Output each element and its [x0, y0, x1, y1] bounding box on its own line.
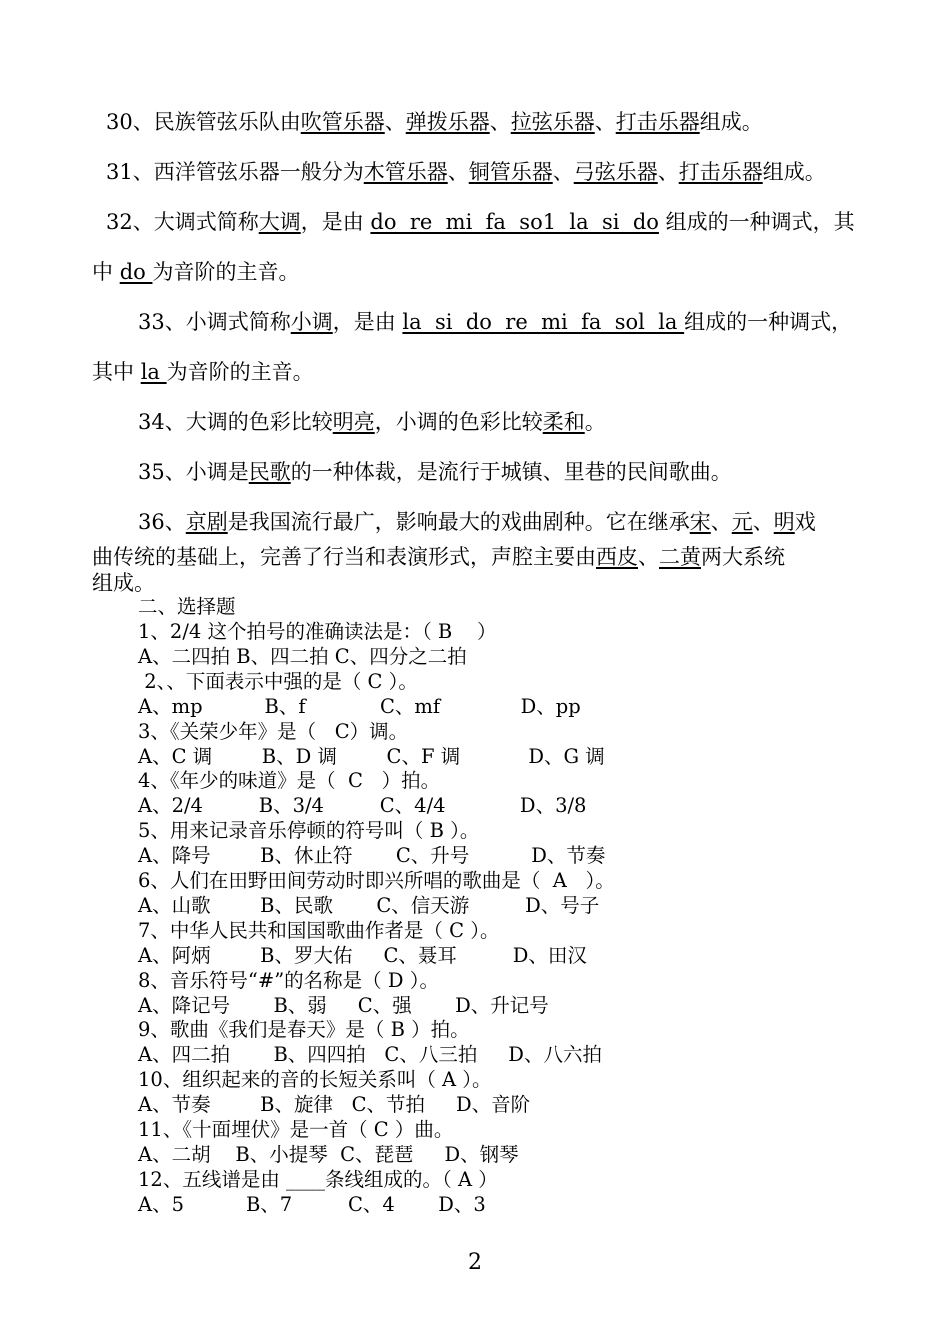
question-text: 组成。	[699, 110, 763, 134]
fill-in-line	[138, 510, 816, 534]
question-text: 组成。	[92, 571, 155, 595]
question-text: 其中	[92, 360, 141, 384]
choice-question: 3、《关荣少年》是（ C）调。	[138, 719, 409, 743]
fill-in-line	[138, 310, 852, 334]
choice-options: A、二四拍 B、四二拍 C、四分之二拍	[138, 644, 467, 668]
question-text: 32、大调式简称	[106, 210, 259, 234]
answer-underlined: 弓弦乐器	[573, 160, 658, 184]
answer-underlined: 柔和	[542, 410, 585, 434]
fill-in-line	[92, 260, 299, 284]
question-text: 、	[489, 110, 511, 134]
question-text: 34、大调的色彩比较	[138, 410, 333, 434]
fill-in-line	[106, 160, 826, 184]
question-text: 组成的一种调式，其	[658, 210, 855, 234]
fill-in-line	[138, 460, 732, 484]
question-text: 为音阶的主音。	[166, 360, 314, 384]
answer-underlined: 宋	[689, 510, 711, 534]
choice-options: A、四二拍 B、四四拍 C、八三拍 D、八六拍	[138, 1043, 602, 1067]
question-text: 的一种体裁，是流行于城镇、里巷的民间歌曲。	[290, 460, 732, 484]
question-text: 为音阶的主音。	[152, 260, 300, 284]
question-text: 中	[92, 260, 120, 284]
choice-options: A、二胡 B、小提琴 C、琵琶 D、钢琴	[138, 1142, 519, 1166]
answer-underlined: 拉弦乐器	[510, 110, 595, 134]
answer-underlined: 木管乐器	[363, 160, 448, 184]
question-text: ，是由	[300, 210, 371, 234]
question-text: 、	[752, 510, 774, 534]
page-number: 2	[468, 1250, 482, 1275]
answer-underlined: 弹拨乐器	[405, 110, 490, 134]
choice-question: 6、人们在田野田间劳动时即兴所唱的歌曲是（ A ）。	[138, 869, 615, 892]
answer-underlined: 铜管乐器	[468, 160, 553, 184]
answer-underlined: 民歌	[248, 460, 291, 484]
answer-underlined: 二黄	[659, 545, 701, 569]
choice-question: 11、《十面埋伏》是一首（ C ）曲。	[138, 1118, 454, 1141]
answer-underlined: la	[140, 360, 167, 384]
choice-question: 1、2/4 这个拍号的准确读法是：（ B ）	[138, 620, 497, 643]
question-text: 、	[657, 160, 679, 184]
question-text: 、	[384, 110, 406, 134]
question-text: 、	[594, 110, 616, 134]
choice-options: A、mp B、f C、mf D、pp	[138, 694, 581, 718]
choice-question: 8、音乐符号“#”的名称是（ D ）。	[138, 968, 439, 992]
question-text: 36、	[138, 510, 186, 534]
answer-underlined: 京剧	[185, 510, 228, 534]
answer-underlined: 元	[731, 510, 753, 534]
answer-underlined: do re mi fa so1 la si do	[370, 210, 659, 234]
choice-question: 10、组织起来的音的长短关系叫（ A ）。	[138, 1068, 492, 1092]
answer-underlined: 明亮	[332, 410, 375, 434]
choice-question: 2、、下面表示中强的是（ C ）。	[138, 669, 418, 693]
question-text: 35、小调是	[138, 460, 249, 484]
question-text: 。	[584, 410, 606, 434]
answer-underlined: 明	[773, 510, 795, 534]
choice-question: 7、中华人民共和国国歌曲作者是（ C ）。	[138, 918, 500, 942]
choice-question: 9、歌曲《我们是春天》是（ B ）拍。	[138, 1018, 470, 1042]
question-text: 是我国流行最广，影响最大的戏曲剧种。它在继承	[227, 510, 690, 534]
question-text: 、	[638, 545, 659, 569]
choice-options: A、5 B、7 C、4 D、3	[138, 1192, 486, 1216]
question-text: 31、西洋管弦乐器一般分为	[106, 160, 364, 184]
fill-in-line	[106, 110, 763, 134]
fill-in-line	[92, 571, 155, 595]
fill-in-line	[106, 210, 855, 234]
answer-underlined: 打击乐器	[678, 160, 763, 184]
answer-underlined: 小调	[290, 310, 333, 334]
question-text: ，小调的色彩比较	[374, 410, 543, 434]
question-text: 组成。	[762, 160, 826, 184]
choice-options: A、C 调 B、D 调 C、F 调 D、G 调	[138, 744, 605, 768]
question-text: 、	[447, 160, 469, 184]
fill-in-line	[138, 410, 606, 434]
section-title: 二、选择题	[138, 595, 236, 618]
question-text: 、	[710, 510, 732, 534]
question-text: 33、小调式简称	[138, 310, 291, 334]
choice-question: 4、《年少的味道》是（ C ）拍。	[138, 769, 441, 793]
question-text: 30、民族管弦乐队由	[106, 110, 301, 134]
answer-underlined: 吹管乐器	[300, 110, 385, 134]
question-text: 两大系统	[701, 545, 785, 569]
choice-question: 5、用来记录音乐停顿的符号叫（ B ）。	[138, 819, 480, 843]
choice-options: A、2/4 B、3/4 C、4/4 D、3/8	[138, 794, 587, 818]
question-text: 戏	[794, 510, 816, 534]
choice-options: A、降记号 B、弱 C、强 D、升记号	[138, 993, 549, 1017]
question-text: ，是由	[332, 310, 403, 334]
choice-options: A、节奏 B、旋律 C、节拍 D、音阶	[138, 1093, 531, 1117]
answer-underlined: 西皮	[596, 545, 638, 569]
fill-in-line	[92, 545, 785, 569]
answer-underlined: do	[119, 260, 153, 284]
answer-underlined: la si do re mi fa sol la	[402, 310, 685, 334]
choice-options: A、阿炳 B、罗大佑 C、聂耳 D、田汉	[138, 943, 587, 967]
question-text: 曲传统的基础上，完善了行当和表演形式，声腔主要由	[92, 545, 596, 569]
choice-question: 12、五线谱是由 ____条线组成的。（ A ）	[138, 1167, 498, 1191]
answer-underlined: 大调	[258, 210, 301, 234]
choice-options: A、降号 B、休止符 C、升号 D、节奏	[138, 844, 606, 868]
fill-in-line	[92, 360, 314, 384]
answer-underlined: 打击乐器	[615, 110, 700, 134]
choice-options: A、山歌 B、民歌 C、信天游 D、号子	[138, 893, 600, 917]
question-text: 组成的一种调式，	[684, 310, 853, 334]
question-text: 、	[552, 160, 574, 184]
